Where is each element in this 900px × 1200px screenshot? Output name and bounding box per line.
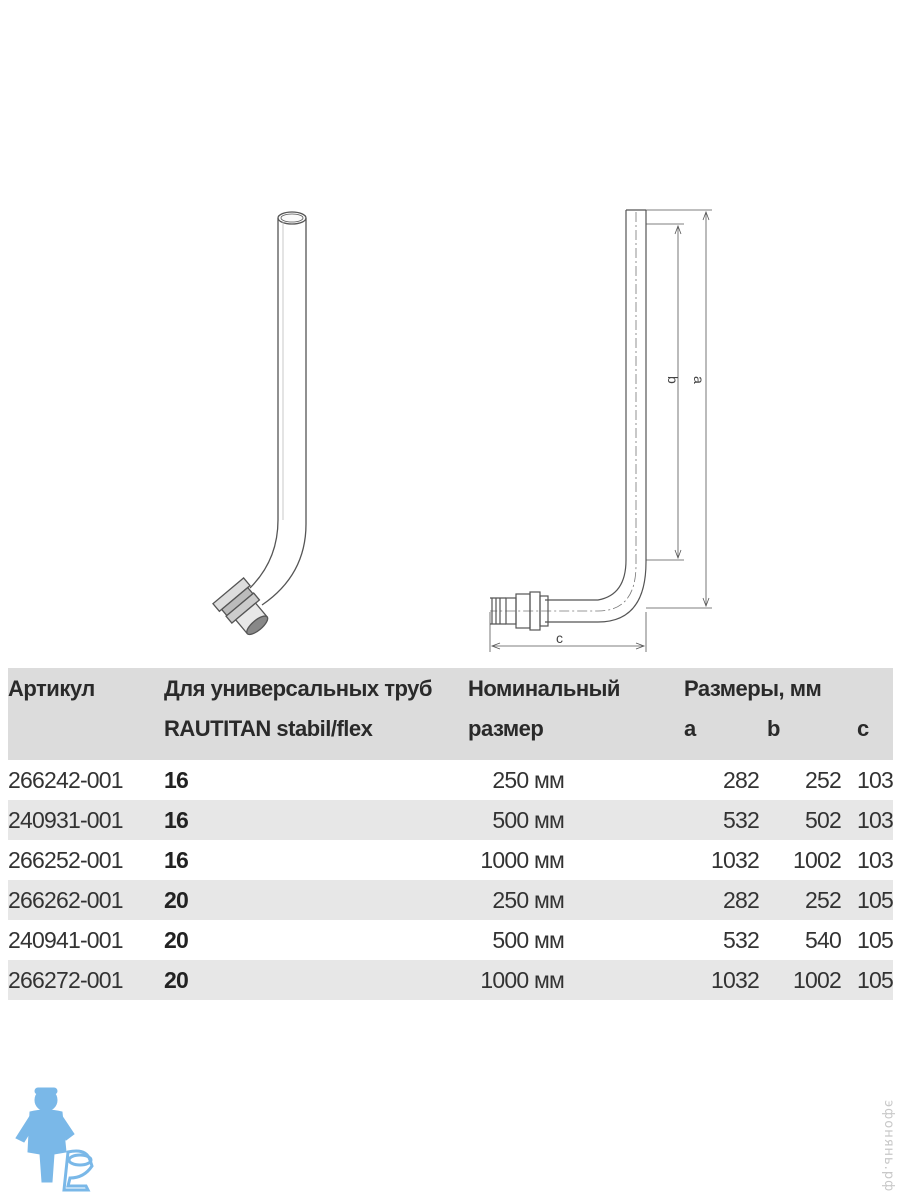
cell-pipe-size: 20 [164, 880, 468, 920]
cell-dim-c: 103 [857, 846, 893, 873]
cell-nominal-size: 500 мм [468, 800, 684, 840]
header-dimensions: Размеры, мм [684, 668, 893, 714]
dimension-label-c: c [556, 630, 563, 646]
cell-dim-b: 252 [805, 766, 841, 793]
pipe-3d-illustration [213, 212, 306, 642]
header-c: c [841, 714, 893, 760]
dimension-drawing [490, 210, 712, 652]
cell-dim-c: 103 [857, 766, 893, 793]
cell-article: 240941-001 [8, 926, 123, 953]
spec-table-body [8, 760, 893, 1000]
header-pipe-line2: RAUTITAN stabil/flex [164, 714, 468, 760]
table-row [8, 800, 893, 840]
cell-article: 266252-001 [8, 846, 123, 873]
cell-dim-a: 1032 [684, 960, 759, 1000]
watermark: эфонянь.рф [881, 1100, 896, 1193]
cell-pipe-size: 16 [164, 800, 468, 840]
header-article-empty [8, 714, 164, 760]
header-article: Артикул [8, 668, 164, 714]
cell-dim-c: 103 [841, 800, 893, 840]
cell-dim-a: 1032 [711, 846, 759, 873]
cell-dim-b: 1002 [793, 846, 841, 873]
cell-article: 266272-001 [8, 960, 164, 1000]
cell-dim-b: 540 [805, 926, 841, 953]
cell-article: 266262-001 [8, 880, 164, 920]
cell-nominal-size: 250 мм [492, 766, 564, 793]
cell-dim-b: 1002 [759, 960, 841, 1000]
cell-dim-b: 502 [759, 800, 841, 840]
header-a: a [684, 714, 759, 760]
cell-pipe-size: 20 [164, 926, 188, 953]
header-b: b [759, 714, 841, 760]
cell-dim-a: 532 [723, 926, 759, 953]
cell-pipe-size: 16 [164, 766, 188, 793]
cell-nominal-size: 500 мм [492, 926, 564, 953]
header-nominal-line1: Номинальный [468, 668, 684, 714]
cell-dim-c: 105 [857, 926, 893, 953]
table-row [8, 760, 893, 800]
cell-dim-c: 105 [841, 880, 893, 920]
cell-article: 240931-001 [8, 800, 164, 840]
cell-dim-a: 532 [684, 800, 759, 840]
cell-dim-b: 252 [759, 880, 841, 920]
cell-dim-a: 282 [723, 766, 759, 793]
cell-nominal-size: 1000 мм [468, 960, 684, 1000]
header-nominal-line2: размер [468, 714, 684, 760]
header-pipe-line1: Для универсальных труб [164, 668, 468, 714]
cell-dim-c: 105 [841, 960, 893, 1000]
dimension-label-a: a [691, 376, 707, 384]
cell-pipe-size: 20 [164, 960, 468, 1000]
plumber-logo-icon [8, 1082, 98, 1192]
table-row [8, 880, 893, 920]
table-row [8, 840, 893, 880]
cell-dim-a: 282 [684, 880, 759, 920]
dimension-label-b: b [665, 376, 681, 384]
cell-nominal-size: 250 мм [468, 880, 684, 920]
spec-table [8, 668, 893, 1000]
table-row [8, 960, 893, 1000]
table-row [8, 920, 893, 960]
cell-article: 266242-001 [8, 766, 123, 793]
cell-nominal-size: 1000 мм [480, 846, 564, 873]
cell-pipe-size: 16 [164, 846, 188, 873]
